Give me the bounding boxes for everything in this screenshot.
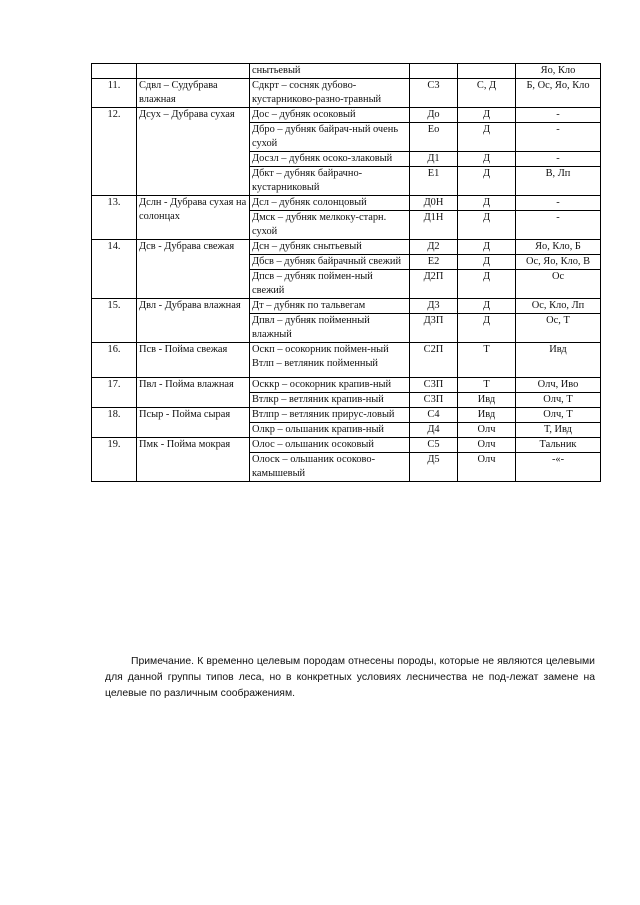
soil-cell: До: [410, 108, 458, 123]
regen-species-cell: Олч, Т: [516, 408, 601, 423]
group-name: Дслн - Дубрава сухая на солонцах: [137, 196, 250, 240]
regen-species-cell: -«-: [516, 453, 601, 482]
forest-type-cell: снытьевый: [250, 64, 410, 79]
soil-cell: Д2: [410, 240, 458, 255]
regen-species-cell: Ос, Яо, Кло, В: [516, 255, 601, 270]
forest-type-cell: Олос – ольшаник осоковый: [250, 438, 410, 453]
soil-cell: Д5: [410, 453, 458, 482]
regen-species-cell: Ос: [516, 270, 601, 299]
soil-cell: С2П: [410, 343, 458, 378]
species-cell: Т: [458, 343, 516, 378]
forest-type-cell: Дпвл – дубняк пойменный влажный: [250, 314, 410, 343]
soil-cell: Д2П: [410, 270, 458, 299]
soil-cell: Е1: [410, 167, 458, 196]
group-name: Двл - Дубрава влажная: [137, 299, 250, 343]
forest-type-line: Оскп – осокорник поймен-ный: [252, 344, 389, 355]
group-name: Пвл - Пойма влажная: [137, 378, 250, 408]
soil-cell: Д0Н: [410, 196, 458, 211]
group-name: Дсух – Дубрава сухая: [137, 108, 250, 196]
forest-type-cell: Втлкр – ветляник крапив-ный: [250, 393, 410, 408]
group-number: 12.: [92, 108, 137, 196]
soil-cell: С3: [410, 79, 458, 108]
regen-species-cell: -: [516, 123, 601, 152]
table-row: [92, 196, 601, 211]
forest-type-cell: Сдкрт – сосняк дубово-кустарниково-разно-травный: [250, 79, 410, 108]
table-row: [92, 79, 601, 108]
soil-cell: Е2: [410, 255, 458, 270]
soil-cell: С3П: [410, 378, 458, 393]
species-cell: Т: [458, 378, 516, 393]
group-number: 11.: [92, 79, 137, 108]
regen-species-cell: Ос, Т: [516, 314, 601, 343]
regen-species-cell: Б, Ос, Яо, Кло: [516, 79, 601, 108]
forest-type-cell: Осккр – осокорник крапив-ный: [250, 378, 410, 393]
footnote: [105, 654, 595, 702]
species-cell: Ивд: [458, 408, 516, 423]
group-number: 17.: [92, 378, 137, 408]
table-row: [92, 343, 601, 378]
species-cell: Д: [458, 196, 516, 211]
species-cell: Олч: [458, 438, 516, 453]
forest-type-cell: Дбро – дубняк байрач-ный очень сухой: [250, 123, 410, 152]
regen-species-cell: Олч, Т: [516, 393, 601, 408]
group-number: 14.: [92, 240, 137, 299]
group-number: 16.: [92, 343, 137, 378]
species-cell: Д: [458, 255, 516, 270]
soil-cell: С4: [410, 408, 458, 423]
forest-type-cell: Олкр – ольшаник крапив-ный: [250, 423, 410, 438]
regen-species-cell: Тальник: [516, 438, 601, 453]
regen-species-cell: -: [516, 211, 601, 240]
forest-type-cell: Дос – дубняк осоковый: [250, 108, 410, 123]
soil-cell: Д3П: [410, 314, 458, 343]
group-name: Пмк - Пойма мокрая: [137, 438, 250, 482]
soil-cell: Д1Н: [410, 211, 458, 240]
forest-types-table: [91, 63, 601, 482]
regen-species-cell: Яо, Кло, Б: [516, 240, 601, 255]
soil-cell: Д1: [410, 152, 458, 167]
soil-cell: Д4: [410, 423, 458, 438]
table-row: [92, 299, 601, 314]
forest-type-cell: Дмск – дубняк мелкоку-старн. сухой: [250, 211, 410, 240]
species-cell: Д: [458, 270, 516, 299]
species-cell: Д: [458, 211, 516, 240]
regen-species-cell: В, Лп: [516, 167, 601, 196]
species-cell: Д: [458, 314, 516, 343]
forest-type-cell: Дбкт – дубняк байрачно-кустарниковый: [250, 167, 410, 196]
species-cell: Олч: [458, 423, 516, 438]
regen-species-cell: Ивд: [516, 343, 601, 378]
forest-type-line: Втлп – ветляник пойменный: [252, 358, 378, 369]
table-row: [92, 378, 601, 393]
species-cell: Д: [458, 299, 516, 314]
regen-species-cell: -: [516, 152, 601, 167]
group-number: 18.: [92, 408, 137, 438]
group-number: 19.: [92, 438, 137, 482]
group-number: 15.: [92, 299, 137, 343]
forest-type-cell: Дсн – дубняк снытьевый: [250, 240, 410, 255]
regen-species-cell: Ос, Кло, Лп: [516, 299, 601, 314]
soil-cell: Ео: [410, 123, 458, 152]
group-name: Псыр - Пойма сырая: [137, 408, 250, 438]
forest-type-cell: Дт – дубняк по тальвегам: [250, 299, 410, 314]
regen-species-cell: Олч, Иво: [516, 378, 601, 393]
table-row: [92, 108, 601, 123]
forest-type-cell: [250, 343, 410, 378]
forest-type-cell: Дсл – дубняк солонцовый: [250, 196, 410, 211]
soil-cell: С3П: [410, 393, 458, 408]
group-name: Сдвл – Судубрава влажная: [137, 79, 250, 108]
soil-cell: Д3: [410, 299, 458, 314]
forest-type-cell: Олоск – ольшаник осоково-камышевый: [250, 453, 410, 482]
forest-type-cell: Досзл – дубняк осоко-злаковый: [250, 152, 410, 167]
table-row: [92, 438, 601, 453]
species-cell: Д: [458, 152, 516, 167]
species-cell: Д: [458, 240, 516, 255]
table-row: [92, 240, 601, 255]
footnote-text: Примечание. К временно целевым породам отнесены породы, которые не являются целевыми для данной группы типов леса, но в конкретных условиях лесничества не под-лежат замене на целевые по различным соображениям.: [105, 656, 595, 699]
group-number: 13.: [92, 196, 137, 240]
regen-species-cell: Яо, Кло: [516, 64, 601, 79]
species-cell: Олч: [458, 453, 516, 482]
regen-species-cell: -: [516, 108, 601, 123]
species-cell: Д: [458, 167, 516, 196]
species-cell: С, Д: [458, 79, 516, 108]
forest-type-cell: Втлпр – ветляник прирус-ловый: [250, 408, 410, 423]
group-name: Дсв - Дубрава свежая: [137, 240, 250, 299]
table-row: [92, 64, 601, 79]
regen-species-cell: Т, Ивд: [516, 423, 601, 438]
forest-type-cell: Дбсв – дубняк байрачный свежий: [250, 255, 410, 270]
soil-cell: С5: [410, 438, 458, 453]
species-cell: Ивд: [458, 393, 516, 408]
group-name: Псв - Пойма свежая: [137, 343, 250, 378]
species-cell: Д: [458, 123, 516, 152]
forest-type-cell: Дпсв – дубняк поймен-ный свежий: [250, 270, 410, 299]
regen-species-cell: -: [516, 196, 601, 211]
species-cell: Д: [458, 108, 516, 123]
table-row: [92, 408, 601, 423]
